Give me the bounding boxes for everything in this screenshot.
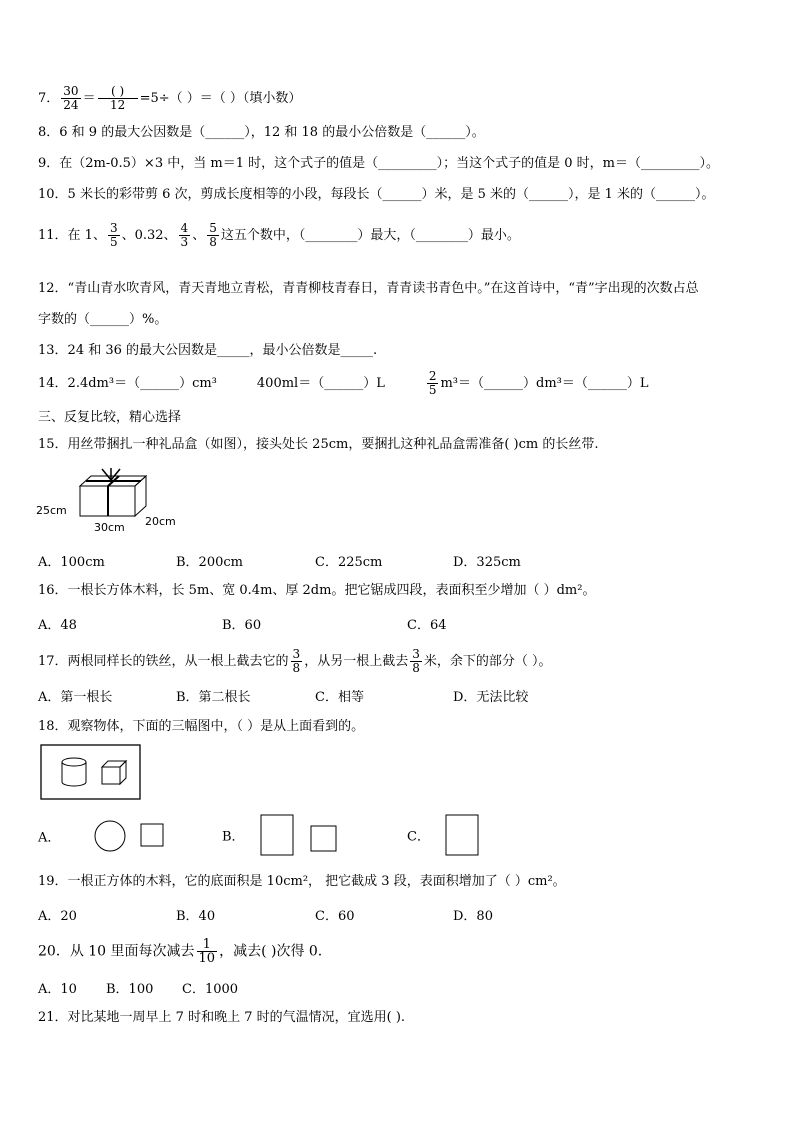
fraction: $\frac{30}{24}$ [63,84,79,112]
fraction: $\frac{3}{5}$ [109,221,118,249]
question-19: 19．一根正方体的木料，它的底面积是 10cm²， 把它截成 3 段，表面积增加了（ ）cm²。 [38,874,566,889]
q17-option-d[interactable]: D．无法比较 [453,690,529,705]
q16-option-c[interactable]: C．64 [407,618,447,633]
rectangle-and-square-view [249,812,359,858]
q18-option-a[interactable]: A． [38,818,165,854]
q19-option-d[interactable]: D．80 [453,909,493,924]
q15-option-b[interactable]: B．200cm [176,555,243,570]
question-20: 20．从 10 里面每次减去 $\frac{1}{10}$ ，减去( )次得 0. [38,937,323,966]
question-13: 13．24 和 36 的最大公因数是_____，最小公倍数是_____. [38,343,378,358]
question-7: 7． $\frac{30}{24}$ ＝ $\frac{( )}{12}$ =5÷（ ）＝（ ）（填小数） [38,84,302,112]
q20-option-a[interactable]: A．10 [38,982,77,997]
fraction: $\frac{5}{8}$ [209,221,217,249]
q17-option-c[interactable]: C．相等 [315,690,364,705]
q19-option-c[interactable]: C．60 [315,909,355,924]
question-12-line-1: 12．“青山青水吹青风，青天青地立青松，青青柳枝青春日，青青读书青色中。”在这首诗中，“青”字出现的次数占总 [38,281,699,296]
question-16: 16．一根长方体木料，长 5m、宽 0.4m、厚 2dm。把它锯成四段，表面积至少增加（ ）dm²。 [38,583,596,598]
question-15: 15．用丝带捆扎一种礼品盒（如图），接头处长 25cm，要捆扎这种礼品盒需准备( )cm 的长丝带. [38,437,599,452]
q17-option-a[interactable]: A．第一根长 [38,690,113,705]
box-length-label: 30cm [94,521,125,534]
q20-option-b[interactable]: B．100 [106,982,154,997]
fraction: $\frac{1}{10}$ [198,937,216,966]
q15-option-d[interactable]: D．325cm [453,555,521,570]
q18-option-b[interactable]: B． [222,812,359,858]
question-9: 9．在（2m-0.5）×3 中，当 m＝1 时，这个式子的值是（_________）；当这个式子的值是 0 时，m＝（_________）。 [38,156,719,171]
question-12-line-2: 字数的（______）%。 [38,312,168,327]
question-17: 17．两根同样长的铁丝，从一根上截去它的 $\frac{3}{8}$ ，从另一根上截去 $\frac{3}{8}$ 米，余下的部分（ ）。 [38,647,552,675]
objects-figure [40,744,142,801]
question-14: 14．2.4dm³＝（______）cm³ 400ml＝（______）L $\frac{2}{5}$ m³＝（______）dm³＝（______）L [38,369,649,397]
question-18: 18．观察物体，下面的三幅图中，（ ）是从上面看到的。 [38,719,365,734]
q17-option-b[interactable]: B．第二根长 [176,690,251,705]
q19-option-b[interactable]: B．40 [176,909,216,924]
q18-option-c[interactable]: C． [407,812,504,858]
section-3-heading: 三、反复比较，精心选择 [38,410,182,425]
fraction: $\frac{3}{8}$ [292,647,301,675]
circle-and-square-view [65,818,165,854]
q15-option-a[interactable]: A．100cm [38,555,105,570]
fraction: $\frac{4}{3}$ [180,221,189,249]
fraction: $\frac{( )}{12}$ [98,85,138,112]
rectangle-view [434,812,504,858]
fraction: $\frac{2}{5}$ [428,369,437,397]
question-11: 11．在 1、 $\frac{3}{5}$ 、0.32、 $\frac{4}{3}$ 、 $\frac{5}{8}$ 这五个数中，（________）最大，（________）最小。 [38,221,520,249]
question-10: 10．5 米长的彩带剪 6 次，剪成长度相等的小段，每段长（______）米，是 5 米的（______），是 1 米的（______）。 [38,187,715,202]
q16-option-b[interactable]: B．60 [222,618,262,633]
q15-option-c[interactable]: C．225cm [315,555,383,570]
box-width-label: 20cm [145,515,176,528]
question-21: 21．对比某地一周早上 7 时和晚上 7 时的气温情况，宜选用( ). [38,1010,406,1025]
gift-box-figure [36,468,186,536]
q20-option-c[interactable]: C．1000 [182,982,239,997]
q16-option-a[interactable]: A．48 [38,618,77,633]
fraction: $\frac{3}{8}$ [412,647,420,675]
q19-option-a[interactable]: A．20 [38,909,77,924]
question-8: 8．6 和 9 的最大公因数是（______），12 和 18 的最小公倍数是（______）。 [38,125,485,140]
box-height-label: 25cm [36,504,67,517]
